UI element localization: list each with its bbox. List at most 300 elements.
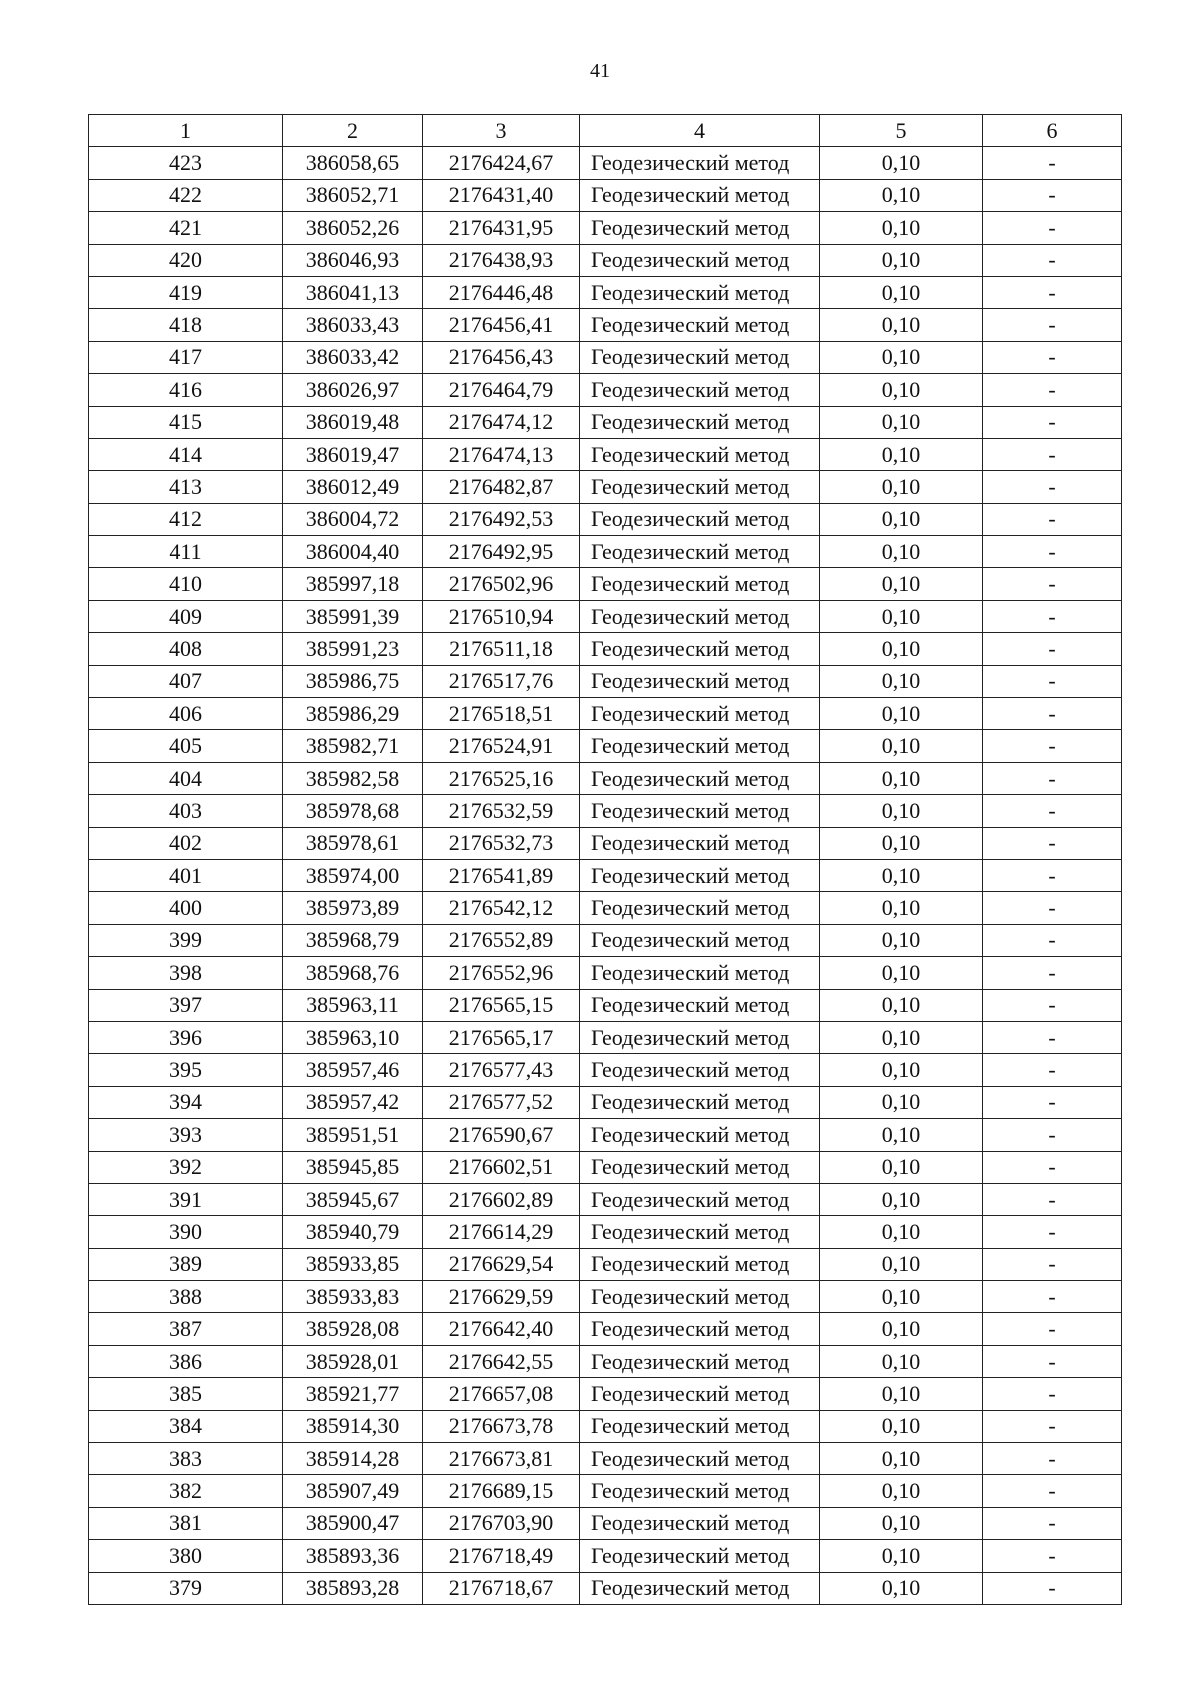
y-coordinate-cell: 2176629,59 — [423, 1281, 580, 1313]
column-header: 6 — [983, 115, 1122, 147]
x-coordinate-cell: 385982,58 — [283, 762, 423, 794]
accuracy-cell: 0,10 — [820, 730, 983, 762]
y-coordinate-cell: 2176431,95 — [423, 212, 580, 244]
point-number-cell: 399 — [89, 924, 283, 956]
y-coordinate-cell: 2176492,53 — [423, 503, 580, 535]
y-coordinate-cell: 2176629,54 — [423, 1248, 580, 1280]
x-coordinate-cell: 385957,46 — [283, 1054, 423, 1086]
table-row — [89, 1086, 1122, 1118]
x-coordinate-cell: 385933,83 — [283, 1281, 423, 1313]
note-cell: - — [983, 179, 1122, 211]
x-coordinate-cell: 385957,42 — [283, 1086, 423, 1118]
point-number-cell: 420 — [89, 244, 283, 276]
x-coordinate-cell: 385893,36 — [283, 1540, 423, 1572]
method-cell: Геодезический метод — [580, 1378, 820, 1410]
table-row — [89, 1151, 1122, 1183]
point-number-cell: 416 — [89, 374, 283, 406]
x-coordinate-cell: 385945,67 — [283, 1183, 423, 1215]
x-coordinate-cell: 386052,26 — [283, 212, 423, 244]
point-number-cell: 392 — [89, 1151, 283, 1183]
x-coordinate-cell: 385907,49 — [283, 1475, 423, 1507]
point-number-cell: 400 — [89, 892, 283, 924]
x-coordinate-cell: 386004,40 — [283, 536, 423, 568]
y-coordinate-cell: 2176642,40 — [423, 1313, 580, 1345]
note-cell: - — [983, 309, 1122, 341]
accuracy-cell: 0,10 — [820, 147, 983, 179]
x-coordinate-cell: 385968,79 — [283, 924, 423, 956]
point-number-cell: 387 — [89, 1313, 283, 1345]
note-cell: - — [983, 1151, 1122, 1183]
y-coordinate-cell: 2176518,51 — [423, 698, 580, 730]
note-cell: - — [983, 1183, 1122, 1215]
column-header: 1 — [89, 115, 283, 147]
accuracy-cell: 0,10 — [820, 244, 983, 276]
x-coordinate-cell: 386033,42 — [283, 341, 423, 373]
x-coordinate-cell: 385914,28 — [283, 1443, 423, 1475]
note-cell: - — [983, 1086, 1122, 1118]
point-number-cell: 414 — [89, 438, 283, 470]
y-coordinate-cell: 2176552,89 — [423, 924, 580, 956]
y-coordinate-cell: 2176492,95 — [423, 536, 580, 568]
point-number-cell: 379 — [89, 1572, 283, 1604]
note-cell: - — [983, 1507, 1122, 1539]
method-cell: Геодезический метод — [580, 1281, 820, 1313]
point-number-cell: 382 — [89, 1475, 283, 1507]
accuracy-cell: 0,10 — [820, 309, 983, 341]
point-number-cell: 411 — [89, 536, 283, 568]
table-row — [89, 309, 1122, 341]
method-cell: Геодезический метод — [580, 1507, 820, 1539]
note-cell: - — [983, 957, 1122, 989]
accuracy-cell: 0,10 — [820, 341, 983, 373]
y-coordinate-cell: 2176552,96 — [423, 957, 580, 989]
method-cell: Геодезический метод — [580, 244, 820, 276]
accuracy-cell: 0,10 — [820, 536, 983, 568]
method-cell: Геодезический метод — [580, 892, 820, 924]
note-cell: - — [983, 1443, 1122, 1475]
y-coordinate-cell: 2176673,78 — [423, 1410, 580, 1442]
table-row — [89, 1281, 1122, 1313]
method-cell: Геодезический метод — [580, 989, 820, 1021]
x-coordinate-cell: 385978,68 — [283, 795, 423, 827]
x-coordinate-cell: 386046,93 — [283, 244, 423, 276]
table-row — [89, 698, 1122, 730]
point-number-cell: 423 — [89, 147, 283, 179]
y-coordinate-cell: 2176532,73 — [423, 827, 580, 859]
y-coordinate-cell: 2176456,41 — [423, 309, 580, 341]
accuracy-cell: 0,10 — [820, 1183, 983, 1215]
method-cell: Геодезический метод — [580, 309, 820, 341]
y-coordinate-cell: 2176438,93 — [423, 244, 580, 276]
y-coordinate-cell: 2176517,76 — [423, 665, 580, 697]
method-cell: Геодезический метод — [580, 1475, 820, 1507]
point-number-cell: 410 — [89, 568, 283, 600]
x-coordinate-cell: 385963,11 — [283, 989, 423, 1021]
table-row — [89, 600, 1122, 632]
note-cell: - — [983, 438, 1122, 470]
x-coordinate-cell: 385940,79 — [283, 1216, 423, 1248]
point-number-cell: 405 — [89, 730, 283, 762]
y-coordinate-cell: 2176718,67 — [423, 1572, 580, 1604]
accuracy-cell: 0,10 — [820, 1054, 983, 1086]
accuracy-cell: 0,10 — [820, 568, 983, 600]
accuracy-cell: 0,10 — [820, 1119, 983, 1151]
table-row — [89, 827, 1122, 859]
y-coordinate-cell: 2176703,90 — [423, 1507, 580, 1539]
method-cell: Геодезический метод — [580, 762, 820, 794]
y-coordinate-cell: 2176510,94 — [423, 600, 580, 632]
note-cell: - — [983, 1378, 1122, 1410]
note-cell: - — [983, 276, 1122, 308]
method-cell: Геодезический метод — [580, 536, 820, 568]
accuracy-cell: 0,10 — [820, 1507, 983, 1539]
accuracy-cell: 0,10 — [820, 989, 983, 1021]
y-coordinate-cell: 2176577,52 — [423, 1086, 580, 1118]
note-cell: - — [983, 892, 1122, 924]
note-cell: - — [983, 406, 1122, 438]
note-cell: - — [983, 568, 1122, 600]
accuracy-cell: 0,10 — [820, 892, 983, 924]
point-number-cell: 381 — [89, 1507, 283, 1539]
accuracy-cell: 0,10 — [820, 698, 983, 730]
method-cell: Геодезический метод — [580, 1572, 820, 1604]
table-row — [89, 989, 1122, 1021]
point-number-cell: 408 — [89, 633, 283, 665]
x-coordinate-cell: 386019,48 — [283, 406, 423, 438]
y-coordinate-cell: 2176718,49 — [423, 1540, 580, 1572]
y-coordinate-cell: 2176431,40 — [423, 179, 580, 211]
y-coordinate-cell: 2176565,17 — [423, 1021, 580, 1053]
point-number-cell: 413 — [89, 471, 283, 503]
note-cell: - — [983, 924, 1122, 956]
method-cell: Геодезический метод — [580, 374, 820, 406]
y-coordinate-cell: 2176642,55 — [423, 1345, 580, 1377]
table-row — [89, 438, 1122, 470]
table-row — [89, 406, 1122, 438]
x-coordinate-cell: 385986,75 — [283, 665, 423, 697]
note-cell: - — [983, 536, 1122, 568]
x-coordinate-cell: 386026,97 — [283, 374, 423, 406]
column-header: 4 — [580, 115, 820, 147]
point-number-cell: 395 — [89, 1054, 283, 1086]
y-coordinate-cell: 2176541,89 — [423, 859, 580, 891]
method-cell: Геодезический метод — [580, 147, 820, 179]
table-row — [89, 147, 1122, 179]
table-row — [89, 892, 1122, 924]
method-cell: Геодезический метод — [580, 1151, 820, 1183]
x-coordinate-cell: 385928,01 — [283, 1345, 423, 1377]
x-coordinate-cell: 385968,76 — [283, 957, 423, 989]
x-coordinate-cell: 386041,13 — [283, 276, 423, 308]
note-cell: - — [983, 1281, 1122, 1313]
accuracy-cell: 0,10 — [820, 179, 983, 211]
note-cell: - — [983, 212, 1122, 244]
method-cell: Геодезический метод — [580, 1054, 820, 1086]
note-cell: - — [983, 1345, 1122, 1377]
accuracy-cell: 0,10 — [820, 1216, 983, 1248]
x-coordinate-cell: 385921,77 — [283, 1378, 423, 1410]
note-cell: - — [983, 471, 1122, 503]
y-coordinate-cell: 2176689,15 — [423, 1475, 580, 1507]
method-cell: Геодезический метод — [580, 730, 820, 762]
accuracy-cell: 0,10 — [820, 1410, 983, 1442]
y-coordinate-cell: 2176474,13 — [423, 438, 580, 470]
page-number: 41 — [590, 60, 610, 82]
point-number-cell: 412 — [89, 503, 283, 535]
x-coordinate-cell: 386052,71 — [283, 179, 423, 211]
x-coordinate-cell: 385973,89 — [283, 892, 423, 924]
method-cell: Геодезический метод — [580, 568, 820, 600]
point-number-cell: 421 — [89, 212, 283, 244]
y-coordinate-cell: 2176657,08 — [423, 1378, 580, 1410]
x-coordinate-cell: 386058,65 — [283, 147, 423, 179]
table-header-row — [89, 115, 1122, 147]
method-cell: Геодезический метод — [580, 924, 820, 956]
table-row — [89, 179, 1122, 211]
y-coordinate-cell: 2176590,67 — [423, 1119, 580, 1151]
note-cell: - — [983, 762, 1122, 794]
x-coordinate-cell: 385951,51 — [283, 1119, 423, 1151]
x-coordinate-cell: 385945,85 — [283, 1151, 423, 1183]
method-cell: Геодезический метод — [580, 1086, 820, 1118]
point-number-cell: 384 — [89, 1410, 283, 1442]
y-coordinate-cell: 2176446,48 — [423, 276, 580, 308]
method-cell: Геодезический метод — [580, 665, 820, 697]
note-cell: - — [983, 1410, 1122, 1442]
note-cell: - — [983, 341, 1122, 373]
x-coordinate-cell: 385900,47 — [283, 1507, 423, 1539]
accuracy-cell: 0,10 — [820, 471, 983, 503]
y-coordinate-cell: 2176424,67 — [423, 147, 580, 179]
accuracy-cell: 0,10 — [820, 762, 983, 794]
accuracy-cell: 0,10 — [820, 1151, 983, 1183]
accuracy-cell: 0,10 — [820, 212, 983, 244]
table-row — [89, 471, 1122, 503]
note-cell: - — [983, 1475, 1122, 1507]
y-coordinate-cell: 2176602,89 — [423, 1183, 580, 1215]
table-row — [89, 276, 1122, 308]
method-cell: Геодезический метод — [580, 179, 820, 211]
note-cell: - — [983, 147, 1122, 179]
point-number-cell: 401 — [89, 859, 283, 891]
accuracy-cell: 0,10 — [820, 600, 983, 632]
y-coordinate-cell: 2176511,18 — [423, 633, 580, 665]
x-coordinate-cell: 385978,61 — [283, 827, 423, 859]
table-row — [89, 1443, 1122, 1475]
point-number-cell: 388 — [89, 1281, 283, 1313]
column-header: 5 — [820, 115, 983, 147]
y-coordinate-cell: 2176525,16 — [423, 762, 580, 794]
point-number-cell: 380 — [89, 1540, 283, 1572]
point-number-cell: 394 — [89, 1086, 283, 1118]
accuracy-cell: 0,10 — [820, 1378, 983, 1410]
table-row — [89, 568, 1122, 600]
method-cell: Геодезический метод — [580, 1313, 820, 1345]
accuracy-cell: 0,10 — [820, 1086, 983, 1118]
table-row — [89, 212, 1122, 244]
point-number-cell: 391 — [89, 1183, 283, 1215]
note-cell: - — [983, 633, 1122, 665]
y-coordinate-cell: 2176456,43 — [423, 341, 580, 373]
note-cell: - — [983, 1313, 1122, 1345]
y-coordinate-cell: 2176474,12 — [423, 406, 580, 438]
note-cell: - — [983, 1119, 1122, 1151]
note-cell: - — [983, 1021, 1122, 1053]
column-header: 3 — [423, 115, 580, 147]
point-number-cell: 389 — [89, 1248, 283, 1280]
point-number-cell: 390 — [89, 1216, 283, 1248]
accuracy-cell: 0,10 — [820, 406, 983, 438]
note-cell: - — [983, 1540, 1122, 1572]
point-number-cell: 386 — [89, 1345, 283, 1377]
table-row — [89, 924, 1122, 956]
accuracy-cell: 0,10 — [820, 633, 983, 665]
point-number-cell: 417 — [89, 341, 283, 373]
point-number-cell: 407 — [89, 665, 283, 697]
method-cell: Геодезический метод — [580, 1216, 820, 1248]
table-row — [89, 374, 1122, 406]
method-cell: Геодезический метод — [580, 406, 820, 438]
method-cell: Геодезический метод — [580, 633, 820, 665]
point-number-cell: 383 — [89, 1443, 283, 1475]
y-coordinate-cell: 2176565,15 — [423, 989, 580, 1021]
note-cell: - — [983, 859, 1122, 891]
note-cell: - — [983, 1216, 1122, 1248]
x-coordinate-cell: 386033,43 — [283, 309, 423, 341]
note-cell: - — [983, 244, 1122, 276]
table-row — [89, 795, 1122, 827]
accuracy-cell: 0,10 — [820, 1281, 983, 1313]
accuracy-cell: 0,10 — [820, 438, 983, 470]
accuracy-cell: 0,10 — [820, 1345, 983, 1377]
table-row — [89, 1313, 1122, 1345]
method-cell: Геодезический метод — [580, 212, 820, 244]
y-coordinate-cell: 2176464,79 — [423, 374, 580, 406]
accuracy-cell: 0,10 — [820, 795, 983, 827]
point-number-cell: 396 — [89, 1021, 283, 1053]
table-row — [89, 859, 1122, 891]
x-coordinate-cell: 385991,23 — [283, 633, 423, 665]
point-number-cell: 409 — [89, 600, 283, 632]
y-coordinate-cell: 2176532,59 — [423, 795, 580, 827]
method-cell: Геодезический метод — [580, 957, 820, 989]
accuracy-cell: 0,10 — [820, 503, 983, 535]
accuracy-cell: 0,10 — [820, 924, 983, 956]
note-cell: - — [983, 989, 1122, 1021]
method-cell: Геодезический метод — [580, 471, 820, 503]
x-coordinate-cell: 385933,85 — [283, 1248, 423, 1280]
method-cell: Геодезический метод — [580, 698, 820, 730]
accuracy-cell: 0,10 — [820, 1572, 983, 1604]
method-cell: Геодезический метод — [580, 1021, 820, 1053]
x-coordinate-cell: 386012,49 — [283, 471, 423, 503]
y-coordinate-cell: 2176542,12 — [423, 892, 580, 924]
accuracy-cell: 0,10 — [820, 1443, 983, 1475]
note-cell: - — [983, 730, 1122, 762]
note-cell: - — [983, 1572, 1122, 1604]
point-number-cell: 385 — [89, 1378, 283, 1410]
table-row — [89, 665, 1122, 697]
table-row — [89, 1572, 1122, 1604]
method-cell: Геодезический метод — [580, 1345, 820, 1377]
table-row — [89, 1021, 1122, 1053]
table-row — [89, 762, 1122, 794]
table-row — [89, 536, 1122, 568]
x-coordinate-cell: 385974,00 — [283, 859, 423, 891]
table-row — [89, 957, 1122, 989]
x-coordinate-cell: 385982,71 — [283, 730, 423, 762]
point-number-cell: 397 — [89, 989, 283, 1021]
method-cell: Геодезический метод — [580, 503, 820, 535]
accuracy-cell: 0,10 — [820, 1475, 983, 1507]
table-row — [89, 1410, 1122, 1442]
note-cell: - — [983, 698, 1122, 730]
method-cell: Геодезический метод — [580, 1119, 820, 1151]
accuracy-cell: 0,10 — [820, 374, 983, 406]
accuracy-cell: 0,10 — [820, 665, 983, 697]
table-row — [89, 730, 1122, 762]
note-cell: - — [983, 827, 1122, 859]
method-cell: Геодезический метод — [580, 276, 820, 308]
y-coordinate-cell: 2176577,43 — [423, 1054, 580, 1086]
method-cell: Геодезический метод — [580, 1183, 820, 1215]
x-coordinate-cell: 385986,29 — [283, 698, 423, 730]
point-number-cell: 404 — [89, 762, 283, 794]
note-cell: - — [983, 665, 1122, 697]
point-number-cell: 422 — [89, 179, 283, 211]
table-row — [89, 1378, 1122, 1410]
x-coordinate-cell: 385991,39 — [283, 600, 423, 632]
x-coordinate-cell: 385928,08 — [283, 1313, 423, 1345]
point-number-cell: 419 — [89, 276, 283, 308]
point-number-cell: 418 — [89, 309, 283, 341]
y-coordinate-cell: 2176482,87 — [423, 471, 580, 503]
method-cell: Геодезический метод — [580, 1248, 820, 1280]
table-row — [89, 244, 1122, 276]
table-row — [89, 1183, 1122, 1215]
table-row — [89, 633, 1122, 665]
table-row — [89, 1054, 1122, 1086]
accuracy-cell: 0,10 — [820, 1540, 983, 1572]
point-number-cell: 406 — [89, 698, 283, 730]
column-header: 2 — [283, 115, 423, 147]
point-number-cell: 415 — [89, 406, 283, 438]
method-cell: Геодезический метод — [580, 438, 820, 470]
point-number-cell: 393 — [89, 1119, 283, 1151]
y-coordinate-cell: 2176524,91 — [423, 730, 580, 762]
method-cell: Геодезический метод — [580, 795, 820, 827]
method-cell: Геодезический метод — [580, 1540, 820, 1572]
table-row — [89, 1216, 1122, 1248]
table-row — [89, 341, 1122, 373]
note-cell: - — [983, 1054, 1122, 1086]
y-coordinate-cell: 2176673,81 — [423, 1443, 580, 1475]
point-number-cell: 398 — [89, 957, 283, 989]
accuracy-cell: 0,10 — [820, 1313, 983, 1345]
x-coordinate-cell: 386019,47 — [283, 438, 423, 470]
x-coordinate-cell: 385914,30 — [283, 1410, 423, 1442]
note-cell: - — [983, 795, 1122, 827]
table-row — [89, 503, 1122, 535]
table-body — [89, 147, 1122, 1605]
x-coordinate-cell: 385997,18 — [283, 568, 423, 600]
x-coordinate-cell: 385893,28 — [283, 1572, 423, 1604]
method-cell: Геодезический метод — [580, 1410, 820, 1442]
method-cell: Геодезический метод — [580, 859, 820, 891]
note-cell: - — [983, 1248, 1122, 1280]
x-coordinate-cell: 386004,72 — [283, 503, 423, 535]
accuracy-cell: 0,10 — [820, 1021, 983, 1053]
